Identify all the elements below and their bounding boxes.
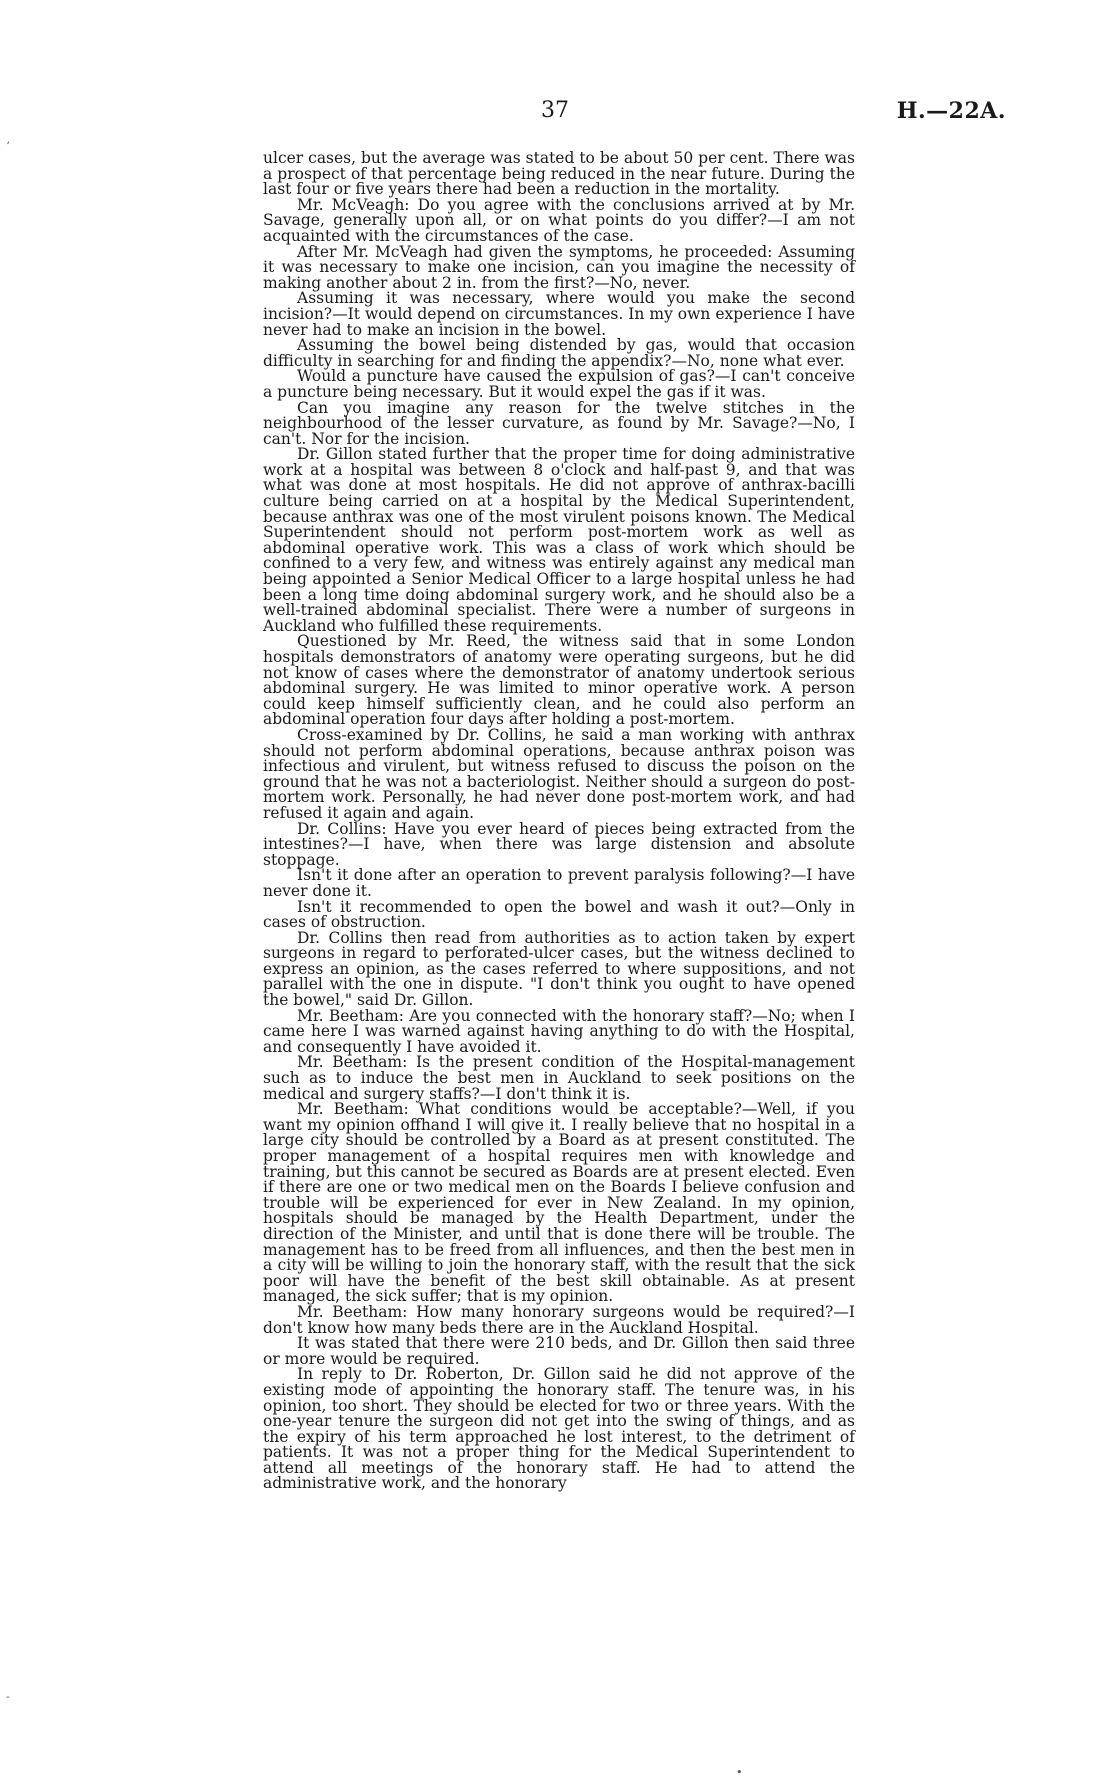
scan-speck: ʼ (6, 140, 10, 153)
paragraph: Would a puncture have caused the expulsion of gas?—I can't conceive a puncture being necessary. But it would expel the gas if it was. (263, 367, 855, 401)
scan-speck: - (6, 1690, 10, 1703)
paragraph: Dr. Gillon stated further that the proper time for doing administrative work at a hospital was between 8 o'clock and half-past 9, and that was what was done at most hospitals. He did not approve of anthrax-bacilli culture being carried on at a hospital by the Medical Superintendent, because anthrax was one of the most virulent poisons known. The Medical Superintendent should not perform post-mortem work as well as abdominal operative work. This was a class of work which should be confined to a very few, and witness was entirely against any medical man being appointed a Senior Medical Officer to a large hospital unless he had been a long time doing abdominal surgery work, and he should also be a well-trained abdominal specialist. There were a number of surgeons in Auckland who fulfilled these requirements. (263, 445, 855, 635)
document-reference: H.—22A. (896, 98, 1006, 124)
paragraph: Isn't it done after an operation to prevent paralysis following?—I have never done it. (263, 866, 855, 900)
paragraph: After Mr. McVeagh had given the symptoms, he proceeded: Assuming it was necessary to make one incision, can you imagine the necessity of making another about 2 in. from the first?—No, never. (263, 242, 855, 292)
paragraph: Can you imagine any reason for the twelve stitches in the neighbourhood of the lesser curvature, as found by Mr. Savage?—No, I can't. Nor for the incision. (263, 398, 855, 448)
page-number: 37 (541, 98, 569, 123)
paragraph: Dr. Collins then read from authorities as to action taken by expert surgeons in regard to perforated-ulcer cases, but the witness declined to express an opinion, as the cases referred to where suppositions, and not parallel with the one in dispute. "I don't think you ought to have opened the bowel," said Dr. Gillon. (263, 928, 855, 1010)
paragraph: Dr. Collins: Have you ever heard of pieces being extracted from the intestines?—I have, when there was large distension and absolute stoppage. (263, 819, 855, 869)
paragraph: ulcer cases, but the average was stated to be about 50 per cent. There was a prospect of that percentage being reduced in the near future. During the last four or five years there had been a reduction in the mortality. (263, 149, 855, 199)
scan-speck: • (736, 1766, 743, 1779)
paragraph: Mr. Beetham: Are you connected with the honorary staff?—No; when I came here I was warned against having anything to do with the Hospital, and consequently I have avoided it. (263, 1006, 855, 1056)
paragraph: Mr. Beetham: What conditions would be acceptable?—Well, if you want my opinion offhand I will give it. I really believe that no hospital in a large city should be controlled by a Board as at present constituted. The proper management of a hospital requires men with knowledge and training, but this cannot be secured as Boards are at present elected. Even if there are one or two medical men on the Boards I believe confusion and trouble will be experienced for ever in New Zealand. In my opinion, hospitals should be managed by the Health Department, under the direction of the Minister, and until that is done there will be trouble. The management has to be freed from all influences, and then the best men in a city will be willing to join the honorary staff, with the result that the sick poor will have the benefit of the best skill obtainable. As at present managed, the sick suffer; that is my opinion. (263, 1100, 855, 1306)
paragraph: It was stated that there were 210 beds, and Dr. Gillon then said three or more would be required. (263, 1334, 855, 1368)
paragraph: Assuming it was necessary, where would you make the second incision?—It would depend on circumstances. In my own experience I have never had to make an incision in the bowel. (263, 289, 855, 339)
paragraph: In reply to Dr. Roberton, Dr. Gillon said he did not approve of the existing mode of appointing the honorary staff. The tenure was, in his opinion, too short. They should be elected for two or three years. With the one-year tenure the surgeon did not get into the swing of things, and as the expiry of his term approached he lost interest, to the detriment of patients. It was not a proper thing for the Medical Superintendent to attend all meetings of the honorary staff. He had to attend the administrative work, and the honorary (263, 1365, 855, 1493)
paragraph: Assuming the bowel being distended by gas, would that occasion difficulty in searching for and finding the appendix?—No, none what ever. (263, 336, 855, 370)
paragraph: Questioned by Mr. Reed, the witness said that in some London hospitals demonstrators of anatomy were operating surgeons, but he did not know of cases where the demonstrator of anatomy undertook serious abdominal surgery. He was limited to minor operative work. A person could keep himself sufficiently clean, and he could also perform an abdominal operation four days after holding a post-mortem. (263, 632, 855, 729)
paragraph: Mr. Beetham: How many honorary surgeons would be required?—I don't know how many beds there are in the Auckland Hospital. (263, 1302, 855, 1337)
paragraph: Mr. Beetham: Is the present condition of the Hospital-management such as to induce the best men in Auckland to seek positions on the medical and surgery staffs?—I don't think it is. (263, 1053, 855, 1103)
paragraph: Cross-examined by Dr. Collins, he said a man working with anthrax should not perform abdominal operations, because anthrax poison was infectious and virulent, but witness refused to discuss the poison on the ground that he was not a bacteriologist. Neither should a surgeon do post-mortem work. Personally, he had never done post-mortem work, and had refused it again and again. (263, 725, 855, 822)
paragraph: Isn't it recommended to open the bowel and wash it out?—Only in cases of obstruction. (263, 897, 855, 932)
body-text (263, 151, 855, 1492)
paragraph: Mr. McVeagh: Do you agree with the conclusions arrived at by Mr. Savage, generally upon all, or on what points do you differ?—I am not acquainted with the circumstances of the case. (263, 195, 855, 245)
